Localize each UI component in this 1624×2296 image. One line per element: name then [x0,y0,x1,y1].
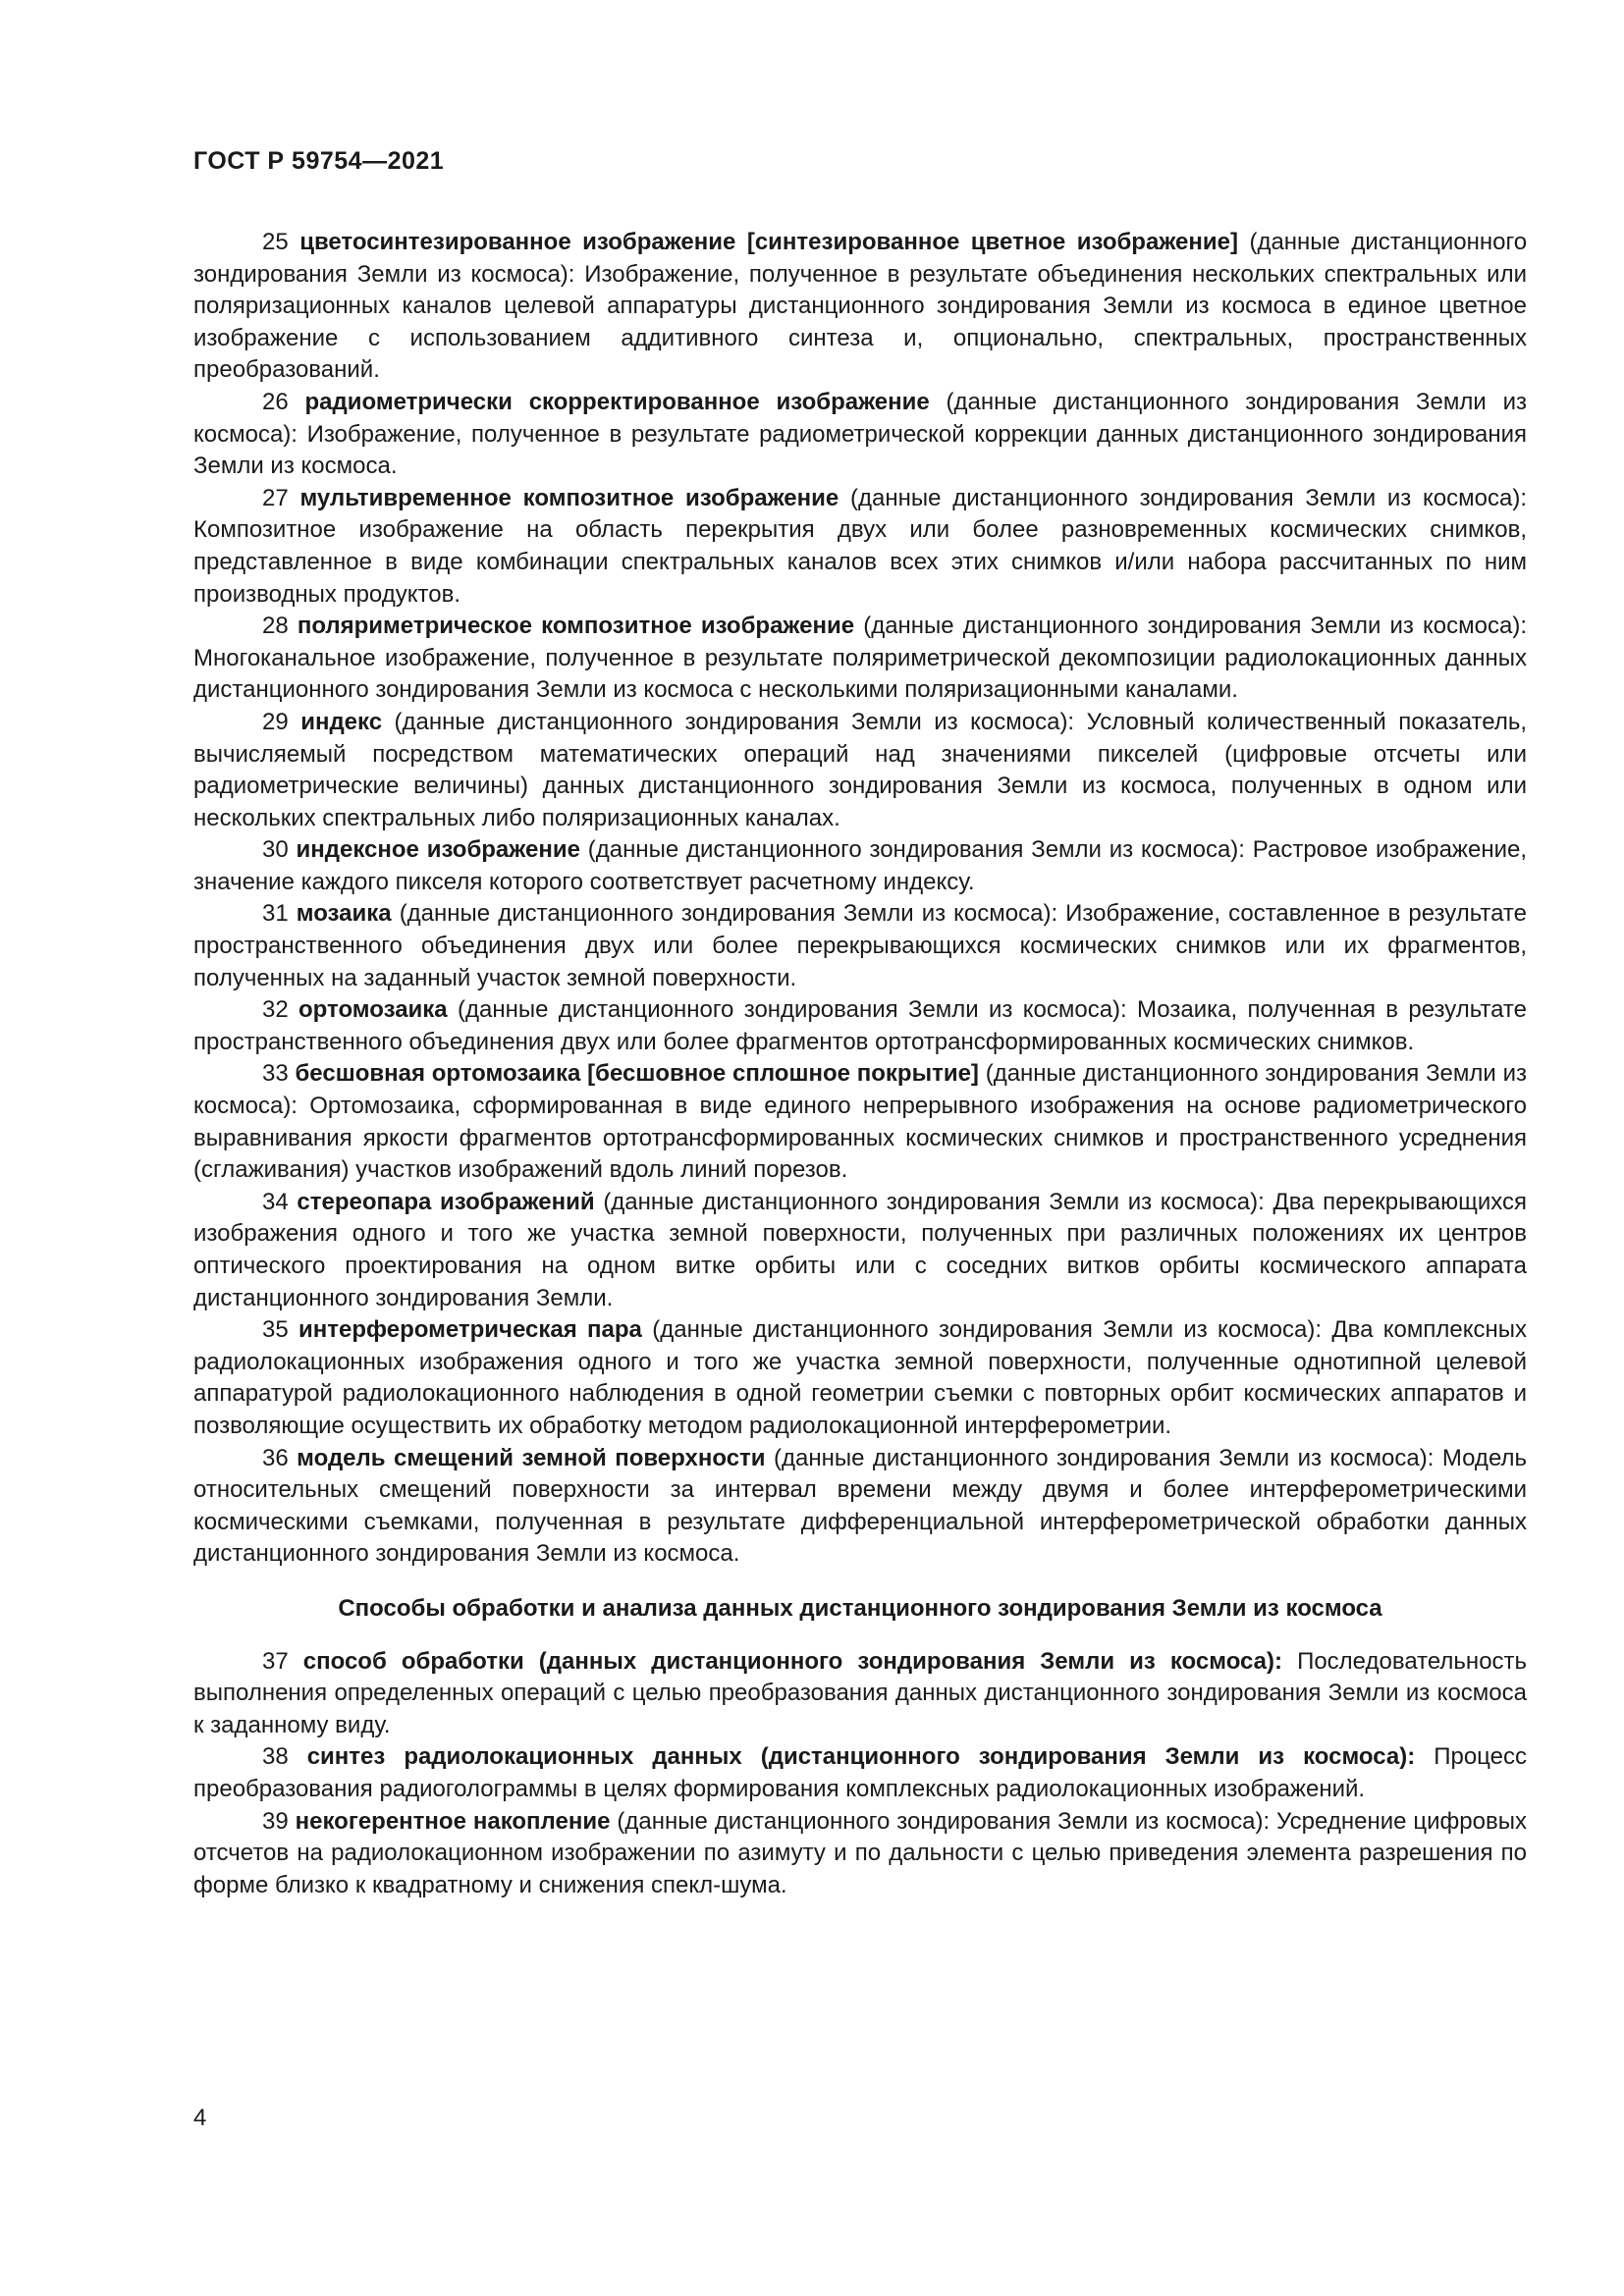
term-definition: (данные дистанционного зондирования Земли из космоса): Два перекрывающихся изображения одного и того же участка земной поверхности, полученных при различных положениях их центров оптического проектирования на одном витке орбиты или с соседних витков орбиты космического аппарата дистанционного зондирования Земли. [193,1188,1528,1311]
term-entry-39 [193,1806,1527,1902]
term-number: 31 [262,900,289,928]
term-number: 32 [262,996,289,1024]
term-entry-27 [193,483,1527,611]
term-number: 28 [262,613,289,640]
term-title: бесшовная ортомозаика [бесшовное сплошное покрытие] [295,1060,979,1088]
term-entry-29 [193,707,1527,834]
term-number: 26 [262,388,289,415]
term-title: интерферометрическая пара [298,1316,642,1344]
term-entry-31 [193,898,1527,994]
term-definition: (данные дистанционного зондирования Земли из космоса): Растровое изображение, значение каждого пикселя которого соответствует расчетному индексу. [193,836,1528,895]
term-definition: (данные дистанционного зондирования Земли из космоса): Изображение, полученное в результате объединения нескольких спектральных или поляризационных каналов целевой аппаратуры дистанционного зондирования Земли из космоса в единое цветное изображение с использованием аддитивного синтеза и, опционально, спектральных, пространственных преобразований. [193,229,1528,384]
page-number: 4 [193,2105,207,2131]
term-number: 36 [262,1444,289,1471]
term-entry-35 [193,1314,1527,1442]
term-title: модель смещений земной поверхности [297,1444,766,1471]
term-title: ортомозаика [298,996,448,1024]
document-code-header: ГОСТ Р 59754—2021 [193,147,445,175]
term-entry-25 [193,227,1527,387]
term-number: 34 [262,1188,289,1215]
term-number: 27 [262,484,289,511]
term-entry-30 [193,834,1527,898]
term-definition: (данные дистанционного зондирования Земли из космоса): Модель относительных смещений поверхности за интервал времени между двумя и более интерферометрическими космическими съемками, полученная в результате дифференциальной интерферометрической обработки данных дистанционного зондирования Земли из космоса. [193,1444,1527,1568]
term-entry-33 [193,1058,1527,1186]
term-definition: (данные дистанционного зондирования Земли из космоса): Композитное изображение на область перекрытия двух или более разновременных космических снимков, представленное в виде комбинации спектральных каналов всех этих снимков и/или набора рассчитанных по ним производных продуктов. [193,484,1528,608]
term-number: 35 [262,1316,289,1344]
term-entry-37 [193,1646,1527,1742]
term-entry-32 [193,994,1527,1058]
term-entry-26 [193,387,1527,483]
term-number: 33 [262,1060,289,1088]
term-definition: (данные дистанционного зондирования Земли из космоса): Изображение, составленное в результате пространственного объединения двух или более перекрывающихся космических снимков или их фрагментов, полученных на заданный участок земной поверхности. [193,900,1528,991]
term-title: цветосинтезированное изображение [синтезированное цветное изображение] [299,229,1238,255]
term-definition: Последовательность выполнения определенных операций с целью преобразования данных дистанционного зондирования Земли из космоса к заданному виду. [193,1647,1528,1738]
term-entry-36 [193,1443,1527,1571]
term-number: 39 [262,1807,289,1835]
terms-list-a [193,227,1527,1571]
term-definition: (данные дистанционного зондирования Земли из космоса): Мозаика, полученная в результате пространственного объединения двух или более фрагментов ортотрансформированных космических снимков. [193,996,1527,1055]
term-definition: (данные дистанционного зондирования Земли из космоса): Ортомозаика, сформированная в виде единого непрерывного изображения на основе радиометрического выравнивания яркости фрагментов ортотрансформированных космических снимков и пространственного усреднения (сглаживания) участков изображений вдоль линий порезов. [193,1060,1528,1184]
term-number: 25 [262,229,289,255]
term-number: 37 [262,1647,289,1675]
term-title: индексное изображение [296,836,580,864]
term-title: радиометрически скорректированное изображение [304,388,930,415]
term-entry-38 [193,1741,1527,1805]
term-entry-34 [193,1187,1527,1314]
term-entry-28 [193,611,1527,707]
term-definition: (данные дистанционного зондирования Земли из космоса): Условный количественный показатель, вычисляемый посредством математических операций над значениями пикселей (цифровые отсчеты или радиометрические величины) данных дистанционного зондирования Земли из космоса, полученных в одном или нескольких спектральных либо поляризационных каналах. [193,708,1528,831]
document-body [193,227,1527,1901]
term-title: некогерентное накопление [295,1807,611,1835]
term-number: 29 [262,708,289,735]
term-title: индекс [300,708,383,735]
term-title: мультивременное композитное изображение [299,484,839,511]
term-title: способ обработки (данных дистанционного зондирования Земли из космоса): [302,1647,1283,1675]
term-title: мозаика [296,900,392,928]
term-title: стереопара изображений [297,1188,595,1215]
term-number: 38 [262,1743,289,1771]
term-title: синтез радиолокационных данных (дистанционного зондирования Земли из космоса): [306,1743,1416,1771]
term-definition: (данные дистанционного зондирования Земли из космоса): Изображение, полученное в результате радиометрической коррекции данных дистанционного зондирования Земли из космоса. [193,388,1527,480]
term-definition: (данные дистанционного зондирования Земли из космоса): Усреднение цифровых отсчетов на радиолокационном изображении по азимуту и по дальности с целью приведения элемента разрешения по форме близко к квадратному и снижения спекл-шума. [193,1807,1527,1898]
term-number: 30 [262,836,289,864]
term-title: поляриметрическое композитное изображение [297,613,855,640]
term-definition: (данные дистанционного зондирования Земли из космоса): Два комплексных радиолокационных изображения одного и того же участка земной поверхности, полученные однотипной целевой аппаратурой радиолокационного наблюдения в одной геометрии съемки с повторных орбит космических аппаратов и позволяющие осуществить их обработку методом радиолокационной интерферометрии. [193,1316,1527,1439]
term-definition: Процесс преобразования радиоголограммы в целях формирования комплексных радиолокационных изображений. [193,1743,1528,1802]
terms-list-b [193,1646,1527,1902]
section-heading: Способы обработки и анализа данных дистанционного зондирования Земли из космоса [338,1594,1382,1622]
term-definition: (данные дистанционного зондирования Земли из космоса): Многоканальное изображение, полученное в результате поляриметрической декомпозиции радиолокационных данных дистанционного зондирования Земли из космоса с несколькими поляризационными каналами. [193,613,1528,704]
